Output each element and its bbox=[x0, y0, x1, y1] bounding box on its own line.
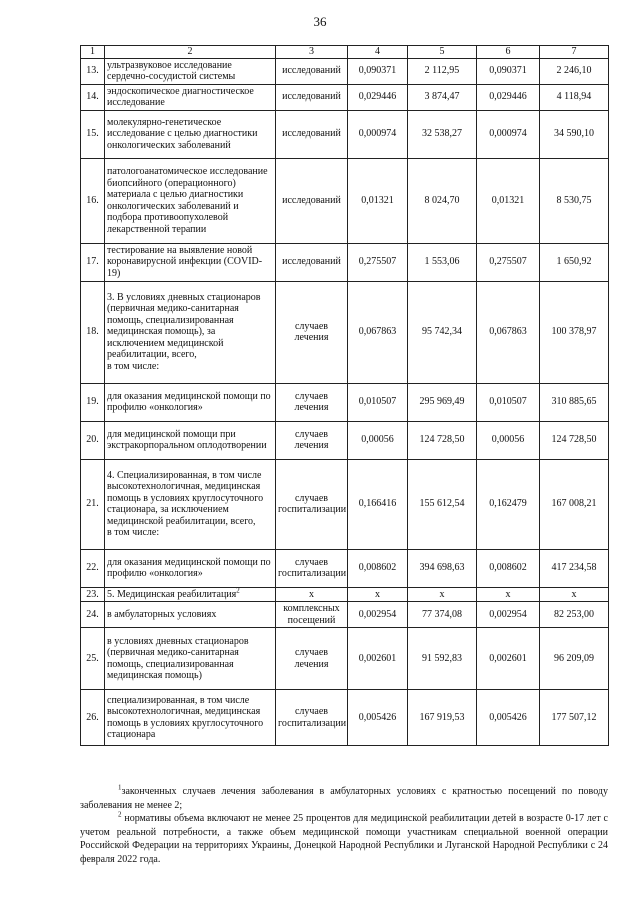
row-value-cell: 0,01321 bbox=[477, 158, 540, 243]
header-cell: 2 bbox=[105, 46, 276, 59]
row-unit-cell: случаев госпитализации bbox=[276, 690, 348, 746]
table-row bbox=[81, 243, 609, 281]
table-row bbox=[81, 602, 609, 628]
row-value-cell: 0,000974 bbox=[348, 110, 408, 158]
row-name-cell bbox=[105, 421, 276, 459]
row-value-cell: 8 024,70 bbox=[408, 158, 477, 243]
row-number-cell: 14. bbox=[81, 84, 105, 110]
row-unit-cell: случаев госпитализации bbox=[276, 549, 348, 587]
row-name-text: для медицинской помощи при экстракорпоральном оплодотворении bbox=[107, 428, 267, 451]
row-value-cell: 124 728,50 bbox=[408, 421, 477, 459]
row-number-cell: 22. bbox=[81, 549, 105, 587]
row-value-cell: 32 538,27 bbox=[408, 110, 477, 158]
row-value-cell: 295 969,49 bbox=[408, 383, 477, 421]
row-value-cell: 34 590,10 bbox=[540, 110, 609, 158]
row-name-subtext: в том числе: bbox=[107, 360, 160, 372]
row-value-cell: 0,010507 bbox=[348, 383, 408, 421]
row-name-cell bbox=[105, 110, 276, 158]
row-name-text: эндоскопическое диагностическое исследование bbox=[107, 85, 254, 108]
row-name-cell bbox=[105, 587, 276, 602]
table-row bbox=[81, 549, 609, 587]
table-row bbox=[81, 421, 609, 459]
table-row bbox=[81, 628, 609, 690]
row-number-cell: 20. bbox=[81, 421, 105, 459]
row-name-text: ультразвуковое исследование сердечно-сосудистой системы bbox=[107, 59, 236, 82]
row-name-cell bbox=[105, 158, 276, 243]
row-value-cell: x bbox=[477, 587, 540, 602]
row-unit-cell: случаев госпитализации bbox=[276, 459, 348, 549]
row-value-cell: 95 742,34 bbox=[408, 281, 477, 383]
row-value-cell: 100 378,97 bbox=[540, 281, 609, 383]
table-row bbox=[81, 459, 609, 549]
row-value-cell: 0,002601 bbox=[477, 628, 540, 690]
page-number: 36 bbox=[313, 14, 327, 29]
row-value-cell: 4 118,94 bbox=[540, 84, 609, 110]
row-value-cell: 2 246,10 bbox=[540, 58, 609, 84]
row-name-cell bbox=[105, 628, 276, 690]
row-name-text: тестирование на выявление новой коронавирусной инфекции (COVID-19) bbox=[107, 244, 263, 279]
row-unit-cell: случаев лечения bbox=[276, 421, 348, 459]
row-value-cell: 0,002954 bbox=[477, 602, 540, 628]
footnote-1 bbox=[80, 785, 608, 812]
header-cell: 6 bbox=[477, 46, 540, 59]
row-value-cell: 394 698,63 bbox=[408, 549, 477, 587]
row-unit-cell: случаев лечения bbox=[276, 383, 348, 421]
row-value-cell: 0,000974 bbox=[477, 110, 540, 158]
footnote-mark: 1 bbox=[118, 783, 122, 792]
row-value-cell: 0,029446 bbox=[348, 84, 408, 110]
row-value-cell: 2 112,95 bbox=[408, 58, 477, 84]
row-number-cell: 24. bbox=[81, 602, 105, 628]
row-number-cell: 18. bbox=[81, 281, 105, 383]
row-name-text: 5. Медицинская реабилитация bbox=[107, 588, 237, 600]
table-row bbox=[81, 158, 609, 243]
row-number-cell: 23. bbox=[81, 587, 105, 602]
row-name-cell bbox=[105, 281, 276, 383]
footnotes bbox=[80, 785, 608, 866]
row-unit-cell: исследований bbox=[276, 84, 348, 110]
header-cell: 7 bbox=[540, 46, 609, 59]
row-value-cell: 0,00056 bbox=[348, 421, 408, 459]
row-unit-cell: исследований bbox=[276, 243, 348, 281]
row-number-cell: 16. bbox=[81, 158, 105, 243]
row-value-cell: 155 612,54 bbox=[408, 459, 477, 549]
row-name-text: в условиях дневных стационаров (первичная медико-санитарная помощь, специализированная медицинская помощь) bbox=[107, 635, 249, 681]
row-number-cell: 19. bbox=[81, 383, 105, 421]
normatives-table bbox=[80, 45, 609, 746]
row-value-cell: x bbox=[408, 587, 477, 602]
table-header-row bbox=[81, 46, 609, 59]
row-name-text: 4. Специализированная, в том числе высокотехнологичная, медицинская помощь в условиях круглосуточного стационара, за исключением медицинской реабилитации, всего, bbox=[107, 469, 264, 527]
row-number-cell: 15. bbox=[81, 110, 105, 158]
row-value-cell: 0,166416 bbox=[348, 459, 408, 549]
row-value-cell: x bbox=[348, 587, 408, 602]
row-value-cell: 0,002601 bbox=[348, 628, 408, 690]
footnote-text: нормативы объема включают не менее 25 процентов для медицинской реабилитации детей в возрасте 0-17 лет с учетом реальной потребности, а также объем медицинской помощи участникам специальной военной операции Российской Федерации на территориях Украины, Донецкой Народной Республики и Луганской Народной Республики с 24 февраля 2022 года. bbox=[80, 813, 608, 865]
row-value-cell: 0,067863 bbox=[348, 281, 408, 383]
row-value-cell: 0,029446 bbox=[477, 84, 540, 110]
row-unit-cell: исследований bbox=[276, 158, 348, 243]
row-number-cell: 13. bbox=[81, 58, 105, 84]
row-name-cell bbox=[105, 58, 276, 84]
table-row bbox=[81, 281, 609, 383]
row-value-cell: 417 234,58 bbox=[540, 549, 609, 587]
row-name-text: для оказания медицинской помощи по профилю «онкология» bbox=[107, 390, 271, 413]
footnote-2 bbox=[80, 812, 608, 866]
row-name-text: для оказания медицинской помощи по профилю «онкология» bbox=[107, 556, 271, 579]
row-value-cell: 0,008602 bbox=[348, 549, 408, 587]
row-value-cell: 3 874,47 bbox=[408, 84, 477, 110]
row-number-cell: 26. bbox=[81, 690, 105, 746]
row-value-cell: 0,005426 bbox=[348, 690, 408, 746]
row-name-cell bbox=[105, 383, 276, 421]
row-value-cell: 1 650,92 bbox=[540, 243, 609, 281]
row-name-cell bbox=[105, 602, 276, 628]
row-unit-cell: случаев лечения bbox=[276, 281, 348, 383]
table-row bbox=[81, 690, 609, 746]
row-unit-cell: исследований bbox=[276, 58, 348, 84]
row-value-cell: 1 553,06 bbox=[408, 243, 477, 281]
row-name-cell bbox=[105, 243, 276, 281]
row-name-text: патологоанатомическое исследование биопсийного (операционного) материала с целью диагностики онкологических заболеваний и подбора противоопухолевой лекарственной терапии bbox=[107, 166, 268, 235]
row-value-cell: 124 728,50 bbox=[540, 421, 609, 459]
row-value-cell: 0,005426 bbox=[477, 690, 540, 746]
table-row bbox=[81, 110, 609, 158]
footnote-ref: 2 bbox=[236, 587, 240, 595]
header-cell: 4 bbox=[348, 46, 408, 59]
row-value-cell: 0,275507 bbox=[348, 243, 408, 281]
header-cell: 3 bbox=[276, 46, 348, 59]
header-cell: 5 bbox=[408, 46, 477, 59]
row-name-cell bbox=[105, 84, 276, 110]
row-number-cell: 17. bbox=[81, 243, 105, 281]
table-row bbox=[81, 58, 609, 84]
row-unit-cell: исследований bbox=[276, 110, 348, 158]
row-value-cell: 8 530,75 bbox=[540, 158, 609, 243]
row-value-cell: x bbox=[540, 587, 609, 602]
row-name-subtext: в том числе: bbox=[107, 527, 160, 538]
row-value-cell: 0,275507 bbox=[477, 243, 540, 281]
table-row bbox=[81, 84, 609, 110]
row-unit-cell: комплексных посещений bbox=[276, 602, 348, 628]
row-name-text: молекулярно-генетическое исследование с целью диагностики онкологических заболеваний bbox=[107, 116, 258, 151]
row-unit-cell: случаев лечения bbox=[276, 628, 348, 690]
row-value-cell: 310 885,65 bbox=[540, 383, 609, 421]
row-name-text: специализированная, в том числе высокотехнологичная, медицинская помощь в условиях круглосуточного стационара bbox=[107, 694, 264, 740]
header-cell: 1 bbox=[81, 46, 105, 59]
row-value-cell: 0,162479 bbox=[477, 459, 540, 549]
row-name-text: 3. В условиях дневных стационаров (первичная медико-санитарная помощь, специализированная медицинская помощь), за исключением медицинской реабилитации, всего, bbox=[107, 291, 261, 361]
footnote-text: законченных случаев лечения заболевания в амбулаторных условиях с кратностью посещений по поводу заболевания не менее 2; bbox=[80, 786, 608, 811]
row-value-cell: 167 008,21 bbox=[540, 459, 609, 549]
row-value-cell: 0,01321 bbox=[348, 158, 408, 243]
row-value-cell: 0,00056 bbox=[477, 421, 540, 459]
row-value-cell: 0,090371 bbox=[348, 58, 408, 84]
row-number-cell: 21. bbox=[81, 459, 105, 549]
table-row bbox=[81, 383, 609, 421]
row-value-cell: 0,002954 bbox=[348, 602, 408, 628]
row-value-cell: 91 592,83 bbox=[408, 628, 477, 690]
row-value-cell: 82 253,00 bbox=[540, 602, 609, 628]
row-value-cell: 0,090371 bbox=[477, 58, 540, 84]
footnote-mark: 2 bbox=[118, 810, 122, 819]
row-value-cell: 0,067863 bbox=[477, 281, 540, 383]
row-name-cell bbox=[105, 690, 276, 746]
row-name-cell bbox=[105, 459, 276, 549]
table-row bbox=[81, 587, 609, 602]
row-value-cell: 167 919,53 bbox=[408, 690, 477, 746]
row-number-cell: 25. bbox=[81, 628, 105, 690]
row-value-cell: 77 374,08 bbox=[408, 602, 477, 628]
row-value-cell: 177 507,12 bbox=[540, 690, 609, 746]
row-name-text: в амбулаторных условиях bbox=[107, 608, 217, 620]
row-value-cell: 96 209,09 bbox=[540, 628, 609, 690]
row-name-cell bbox=[105, 549, 276, 587]
row-value-cell: 0,010507 bbox=[477, 383, 540, 421]
row-unit-cell: x bbox=[276, 587, 348, 602]
row-value-cell: 0,008602 bbox=[477, 549, 540, 587]
